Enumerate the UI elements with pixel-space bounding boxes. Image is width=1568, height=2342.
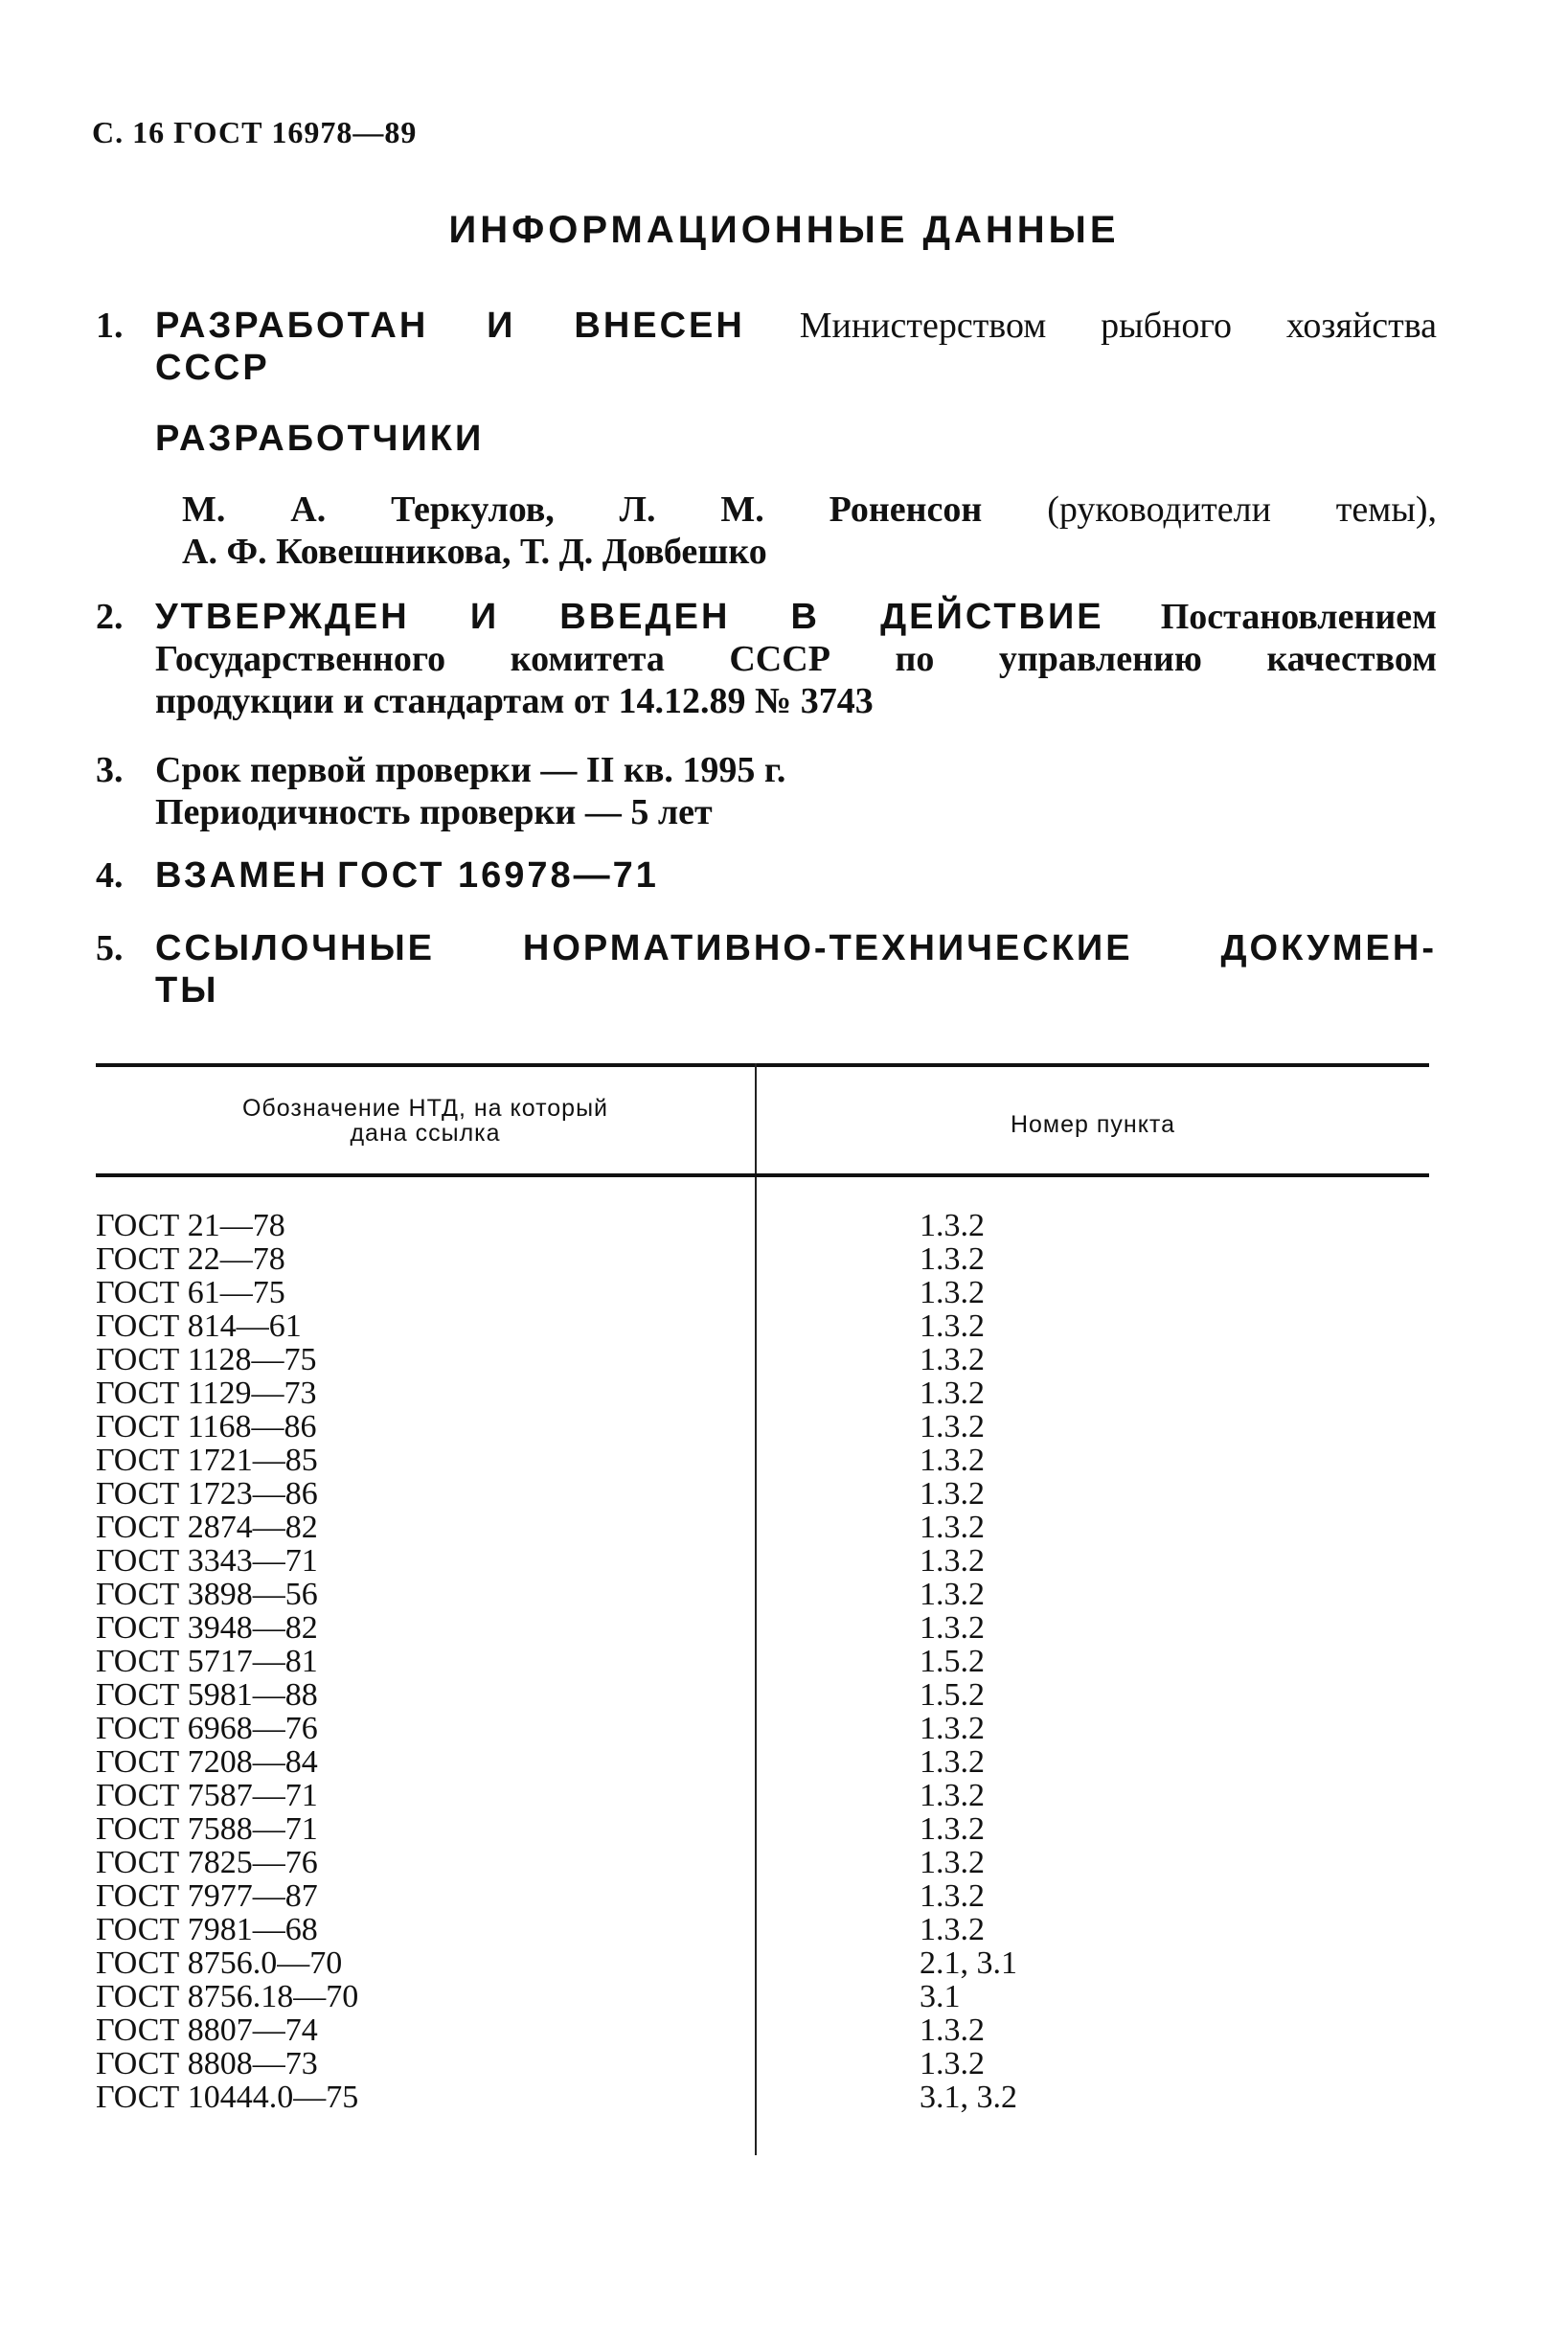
section-3-line1: Срок первой проверки — II кв. 1995 г. [155, 750, 786, 790]
section-5-line2: ТЫ [155, 970, 219, 1011]
table-cell-item-number: 1.3.2 [920, 1845, 985, 1880]
section-2-lead: УТВЕРЖДЕН И ВВЕДЕН В ДЕЙСТВИЕ [155, 597, 1104, 637]
section-2 [96, 596, 1437, 722]
section-5-number: 5. [96, 928, 124, 968]
table-cell-item-number: 3.1, 3.2 [920, 2080, 1017, 2115]
table-row [96, 1242, 1429, 1276]
table-header-designation [96, 1096, 755, 1146]
table-row [96, 1879, 1429, 1913]
table-cell-item-number: 1.3.2 [920, 1577, 985, 1612]
table-cell-item-number: 1.3.2 [920, 1778, 985, 1813]
table-cell-item-number: 1.3.2 [920, 2012, 985, 2048]
table-row [96, 1812, 1429, 1846]
table-row [96, 1376, 1429, 1410]
table-row [96, 1477, 1429, 1511]
table-row [96, 1745, 1429, 1779]
table-cell-item-number: 1.5.2 [920, 1677, 985, 1713]
table-top-rule [96, 1063, 1429, 1067]
table-row [96, 1309, 1429, 1343]
table-row [96, 1645, 1429, 1678]
table-cell-reference: ГОСТ 61—75 [96, 1275, 285, 1310]
table-cell-reference: ГОСТ 7587—71 [96, 1778, 318, 1813]
table-cell-reference: ГОСТ 1129—73 [96, 1376, 317, 1411]
table-cell-item-number: 3.1 [920, 1979, 961, 2014]
table-header-rule [96, 1173, 1429, 1177]
developers-line1-rest: (руководители темы), [1047, 489, 1438, 530]
table-row [96, 1544, 1429, 1578]
table-cell-reference: ГОСТ 6968—76 [96, 1711, 318, 1746]
table-cell-item-number: 1.3.2 [920, 1275, 985, 1310]
table-row [96, 1511, 1429, 1544]
table-cell-reference: ГОСТ 8756.0—70 [96, 1945, 343, 1981]
table-cell-item-number: 1.3.2 [920, 1208, 985, 1243]
table-row [96, 1410, 1429, 1444]
table-row [96, 2047, 1429, 2081]
table-cell-reference: ГОСТ 8756.18—70 [96, 1979, 359, 2014]
table-cell-reference: ГОСТ 10444.0—75 [96, 2080, 359, 2115]
reference-table [96, 1063, 1429, 2165]
section-4 [96, 854, 1437, 897]
table-cell-reference: ГОСТ 7981—68 [96, 1912, 318, 1947]
table-cell-reference: ГОСТ 5717—81 [96, 1644, 318, 1679]
table-cell-reference: ГОСТ 1168—86 [96, 1409, 317, 1444]
section-3-line2: Периодичность проверки — 5 лет [155, 792, 713, 832]
table-row [96, 1846, 1429, 1879]
table-row [96, 1343, 1429, 1376]
section-4-rest: ГОСТ 16978—71 [337, 855, 659, 896]
table-row [96, 2081, 1429, 2114]
section-2-number: 2. [96, 597, 124, 637]
table-cell-reference: ГОСТ 1128—75 [96, 1342, 317, 1377]
table-cell-reference: ГОСТ 8807—74 [96, 2012, 318, 2048]
developers-line1 [182, 489, 1437, 531]
table-cell-reference: ГОСТ 8808—73 [96, 2046, 318, 2081]
table-cell-reference: ГОСТ 3898—56 [96, 1577, 318, 1612]
section-2-line1 [155, 596, 1437, 638]
table-row [96, 1712, 1429, 1745]
table-cell-reference: ГОСТ 1721—85 [96, 1443, 318, 1478]
table-cell-item-number: 1.3.2 [920, 1409, 985, 1444]
section-5 [96, 927, 1437, 1012]
table-cell-reference: ГОСТ 2874—82 [96, 1510, 318, 1545]
table-row [96, 1611, 1429, 1645]
table-row [96, 1578, 1429, 1611]
table-cell-item-number: 1.3.2 [920, 1308, 985, 1344]
table-cell-reference: ГОСТ 22—78 [96, 1241, 285, 1277]
table-cell-item-number: 1.5.2 [920, 1644, 985, 1679]
table-cell-reference: ГОСТ 7977—87 [96, 1878, 318, 1914]
table-header-designation-line1: Обозначение НТД, на который [241, 1095, 609, 1122]
table-cell-reference: ГОСТ 814—61 [96, 1308, 302, 1344]
table-header-designation-line2: дана ссылка [350, 1120, 501, 1147]
table-cell-reference: ГОСТ 3343—71 [96, 1543, 318, 1579]
table-cell-reference: ГОСТ 7825—76 [96, 1845, 318, 1880]
section-1-line1 [155, 305, 1437, 347]
table-cell-reference: ГОСТ 7208—84 [96, 1744, 318, 1780]
section-3 [96, 749, 1437, 833]
table-cell-item-number: 1.3.2 [920, 1443, 985, 1478]
table-body [96, 1209, 1429, 2114]
table-row [96, 1444, 1429, 1477]
section-1-line1-rest: Министерством рыбного хозяйства [799, 306, 1437, 346]
table-cell-item-number: 1.3.2 [920, 1811, 985, 1847]
developers-line2: А. Ф. Ковешникова, Т. Д. Довбешко [182, 532, 767, 572]
table-cell-item-number: 2.1, 3.1 [920, 1945, 1017, 1981]
table-cell-reference: ГОСТ 5981—88 [96, 1677, 318, 1713]
table-cell-item-number: 1.3.2 [920, 1711, 985, 1746]
table-row [96, 1946, 1429, 1980]
table-cell-item-number: 1.3.2 [920, 1912, 985, 1947]
section-5-line1: ССЫЛОЧНЫЕ НОРМАТИВНО-ТЕХНИЧЕСКИЕ ДОКУМЕН- [155, 928, 1437, 968]
developers-list [182, 489, 1437, 573]
section-4-lead: ВЗАМЕН [155, 855, 329, 896]
page-header: С. 16 ГОСТ 16978—89 [92, 115, 418, 149]
table-row [96, 1209, 1429, 1242]
section-4-number: 4. [96, 855, 124, 896]
section-1-line2: СССР [155, 348, 270, 388]
table-cell-item-number: 1.3.2 [920, 1376, 985, 1411]
table-cell-item-number: 1.3.2 [920, 1342, 985, 1377]
table-row [96, 2013, 1429, 2047]
table-cell-item-number: 1.3.2 [920, 1744, 985, 1780]
table-cell-item-number: 1.3.2 [920, 1510, 985, 1545]
table-cell-item-number: 1.3.2 [920, 1878, 985, 1914]
table-row [96, 1779, 1429, 1812]
section-3-number: 3. [96, 750, 124, 790]
table-row [96, 1913, 1429, 1946]
table-cell-reference: ГОСТ 21—78 [96, 1208, 285, 1243]
section-2-line2: Государственного комитета СССР по управлению качеством [155, 639, 1437, 679]
table-cell-item-number: 1.3.2 [920, 2046, 985, 2081]
page-title: ИНФОРМАЦИОННЫЕ ДАННЫЕ [448, 209, 1120, 251]
table-cell-reference: ГОСТ 1723—86 [96, 1476, 318, 1512]
section-1-lead: РАЗРАБОТАН И ВНЕСЕН [155, 306, 745, 346]
table-cell-reference: ГОСТ 3948—82 [96, 1610, 318, 1646]
section-2-line1-rest: Постановлением [1160, 597, 1437, 637]
table-cell-item-number: 1.3.2 [920, 1543, 985, 1579]
table-header-item-number: Номер пункта [1010, 1111, 1176, 1138]
table-row [96, 1678, 1429, 1712]
table-cell-item-number: 1.3.2 [920, 1476, 985, 1512]
section-1-number: 1. [96, 306, 124, 346]
developers-line1-names: М. А. Теркулов, Л. М. Роненсон [182, 489, 983, 530]
section-4-line [155, 854, 1437, 897]
table-row [96, 1276, 1429, 1309]
table-row [96, 1980, 1429, 2013]
section-1 [96, 305, 1437, 389]
section-2-line3: продукции и стандартам от 14.12.89 № 3743 [155, 681, 874, 721]
table-cell-item-number: 1.3.2 [920, 1241, 985, 1277]
table-cell-reference: ГОСТ 7588—71 [96, 1811, 318, 1847]
table-cell-item-number: 1.3.2 [920, 1610, 985, 1646]
developers-label: РАЗРАБОТЧИКИ [155, 419, 485, 459]
